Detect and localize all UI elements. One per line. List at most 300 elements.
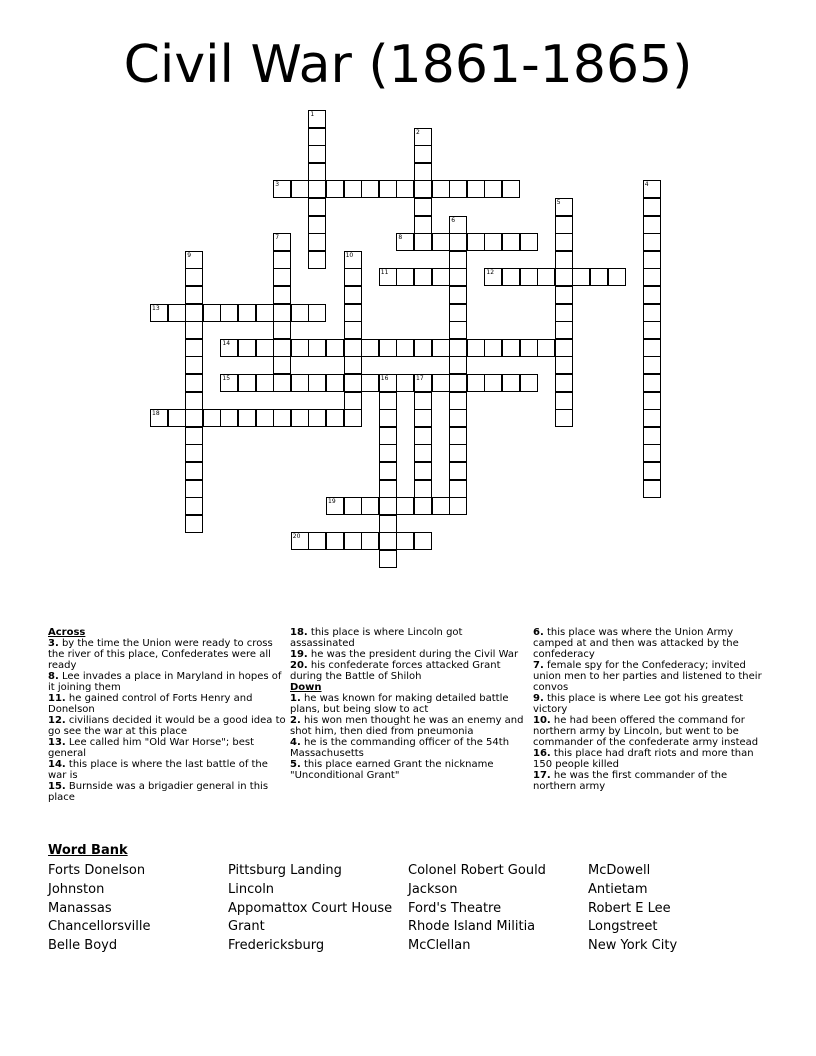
grid-cell[interactable] bbox=[414, 392, 432, 410]
grid-cell[interactable] bbox=[344, 409, 362, 427]
grid-cell[interactable] bbox=[308, 216, 326, 234]
word-bank-entry: Pittsburg Landing bbox=[228, 863, 342, 878]
grid-cell[interactable] bbox=[449, 497, 467, 515]
down-clue-1 bbox=[290, 693, 528, 715]
down-clue-17 bbox=[533, 770, 771, 792]
grid-cell[interactable] bbox=[449, 356, 467, 374]
grid-cell[interactable] bbox=[326, 409, 344, 427]
clue-text: this place was where the Union Army camped at and then was attacked by the confederacy bbox=[533, 627, 739, 660]
clue-number: 8. bbox=[48, 671, 59, 682]
grid-cell[interactable] bbox=[185, 444, 203, 462]
grid-cell[interactable] bbox=[185, 409, 203, 427]
grid-cell[interactable] bbox=[414, 480, 432, 498]
clue-text: this place earned Grant the nickname "Unconditional Grant" bbox=[290, 759, 494, 781]
grid-cell[interactable] bbox=[185, 321, 203, 339]
grid-cell[interactable] bbox=[449, 409, 467, 427]
grid-cell[interactable] bbox=[344, 392, 362, 410]
grid-cell[interactable] bbox=[449, 462, 467, 480]
grid-cell[interactable] bbox=[643, 198, 661, 216]
grid-cell[interactable] bbox=[432, 374, 450, 392]
grid-cell[interactable] bbox=[643, 286, 661, 304]
grid-cell[interactable] bbox=[414, 216, 432, 234]
grid-cell[interactable] bbox=[414, 233, 432, 251]
grid-cell[interactable] bbox=[643, 268, 661, 286]
grid-cell[interactable] bbox=[326, 532, 344, 550]
clue-number: 2. bbox=[290, 715, 301, 726]
grid-cell[interactable] bbox=[238, 409, 256, 427]
grid-cell[interactable] bbox=[414, 497, 432, 515]
grid-cell[interactable] bbox=[308, 180, 326, 198]
grid-cell[interactable] bbox=[273, 409, 291, 427]
grid-cell[interactable] bbox=[185, 515, 203, 533]
grid-cell[interactable] bbox=[291, 304, 309, 322]
clue-text: this place is where the last battle of the war is bbox=[48, 759, 268, 781]
clue-text: he is the commanding officer of the 54th Massachusetts bbox=[290, 737, 510, 759]
grid-cell[interactable] bbox=[185, 339, 203, 357]
down-clue-2 bbox=[290, 715, 528, 737]
clue-text: he was the president during the Civil War bbox=[307, 649, 519, 660]
word-bank-entry: Lincoln bbox=[228, 881, 275, 897]
word-bank-entry: McClellan bbox=[408, 938, 471, 954]
clue-text: he was the first commander of the northern army bbox=[533, 770, 728, 792]
grid-cell[interactable] bbox=[308, 163, 326, 181]
grid-cell[interactable] bbox=[414, 462, 432, 480]
grid-cell[interactable] bbox=[643, 444, 661, 462]
down-clue-7 bbox=[533, 660, 771, 693]
grid-cell[interactable] bbox=[344, 374, 362, 392]
word-bank-entry: Robert E Lee bbox=[588, 900, 671, 916]
across-clue-list-continued bbox=[290, 627, 528, 682]
clue-number: 9 bbox=[187, 251, 192, 259]
grid-cell[interactable] bbox=[361, 497, 379, 515]
grid-cell[interactable] bbox=[414, 427, 432, 445]
grid-cell[interactable] bbox=[555, 216, 573, 234]
grid-cell[interactable] bbox=[326, 339, 344, 357]
across-clue-20 bbox=[290, 660, 528, 682]
down-clue-6 bbox=[533, 627, 771, 660]
clue-text: he gained control of Forts Henry and Donelson bbox=[48, 693, 253, 715]
word-bank-column bbox=[588, 862, 677, 956]
grid-cell[interactable] bbox=[502, 374, 520, 392]
clue-number: 5 bbox=[556, 199, 561, 206]
clue-text: he had been offered the command for northern army by Lincoln, but went to be commander of the confederate army instead bbox=[533, 715, 759, 748]
grid-cell[interactable] bbox=[608, 268, 626, 286]
grid-cell[interactable] bbox=[361, 180, 379, 198]
word-bank-entry: Appomattox Court House bbox=[228, 900, 393, 916]
clue-number: 10 bbox=[345, 251, 354, 259]
clue-text: he was known for making detailed battle plans, but being slow to act bbox=[290, 693, 509, 715]
word-bank-entry: New York City bbox=[588, 938, 678, 954]
clue-number: 20 bbox=[292, 533, 301, 541]
grid-cell[interactable] bbox=[344, 497, 362, 515]
grid-cell[interactable] bbox=[643, 233, 661, 251]
grid-cell[interactable] bbox=[273, 356, 291, 374]
word-bank-entry: Grant bbox=[228, 919, 265, 935]
clue-number: 7. bbox=[533, 660, 544, 671]
grid-cell[interactable] bbox=[449, 321, 467, 339]
clue-number: 16. bbox=[533, 748, 551, 759]
grid-cell[interactable] bbox=[273, 286, 291, 304]
grid-cell[interactable] bbox=[308, 374, 326, 392]
grid-cell[interactable] bbox=[590, 268, 608, 286]
grid-cell[interactable] bbox=[361, 339, 379, 357]
grid-cell[interactable] bbox=[396, 339, 414, 357]
grid-cell[interactable] bbox=[185, 304, 203, 322]
grid-cell[interactable] bbox=[449, 480, 467, 498]
grid-cell[interactable] bbox=[467, 180, 485, 198]
clue-column-2 bbox=[290, 627, 528, 781]
grid-cell[interactable] bbox=[643, 427, 661, 445]
clue-number: 14 bbox=[222, 339, 231, 347]
clue-number: 2 bbox=[416, 128, 420, 136]
grid-cell[interactable] bbox=[361, 374, 379, 392]
grid-cell[interactable] bbox=[308, 409, 326, 427]
grid-cell[interactable] bbox=[643, 304, 661, 322]
clue-number: 15 bbox=[222, 375, 231, 382]
grid-cell[interactable] bbox=[502, 339, 520, 357]
grid-cell[interactable] bbox=[396, 532, 414, 550]
grid-cell[interactable] bbox=[414, 163, 432, 181]
grid-cell[interactable] bbox=[643, 462, 661, 480]
clue-number: 18 bbox=[152, 410, 160, 418]
grid-cell[interactable] bbox=[555, 409, 573, 427]
grid-cell[interactable] bbox=[449, 427, 467, 445]
grid-cell[interactable] bbox=[643, 374, 661, 392]
down-clue-9 bbox=[533, 693, 771, 715]
clue-number: 19 bbox=[328, 498, 336, 506]
clue-number: 13 bbox=[152, 304, 160, 312]
grid-cell[interactable] bbox=[555, 374, 573, 392]
grid-cell[interactable] bbox=[467, 374, 485, 392]
grid-cell[interactable] bbox=[379, 409, 397, 427]
grid-cell[interactable] bbox=[185, 427, 203, 445]
down-heading: Down bbox=[290, 682, 322, 693]
clue-number: 9. bbox=[533, 693, 544, 704]
clue-number: 1. bbox=[290, 693, 301, 704]
grid-cell[interactable] bbox=[273, 321, 291, 339]
clue-text: Lee invades a place in Maryland in hopes of it joining them bbox=[48, 671, 282, 693]
down-clue-list bbox=[290, 693, 528, 781]
grid-cell[interactable] bbox=[396, 268, 414, 286]
clue-number: 7 bbox=[275, 234, 280, 242]
grid-cell[interactable] bbox=[467, 339, 485, 357]
grid-cell[interactable] bbox=[414, 268, 432, 286]
grid-cell[interactable] bbox=[308, 532, 326, 550]
grid-cell[interactable] bbox=[643, 339, 661, 357]
clue-number: 12. bbox=[48, 715, 66, 726]
word-bank-column bbox=[228, 862, 392, 956]
grid-cell[interactable] bbox=[555, 356, 573, 374]
clue-text: civilians decided it would be a good idea to go see the war at this place bbox=[48, 715, 286, 737]
grid-cell[interactable] bbox=[467, 233, 485, 251]
grid-cell[interactable] bbox=[414, 409, 432, 427]
grid-cell[interactable] bbox=[414, 180, 432, 198]
clue-text: this place is where Lincoln got assassinated bbox=[290, 627, 463, 649]
clue-number: 4 bbox=[644, 181, 649, 189]
grid-cell[interactable] bbox=[344, 356, 362, 374]
grid-cell[interactable] bbox=[484, 339, 502, 357]
clue-number: 3. bbox=[48, 638, 59, 649]
word-bank-entry: McDowell bbox=[588, 863, 651, 878]
clue-text: this place had draft riots and more than 150 people killed bbox=[533, 748, 754, 770]
grid-cell[interactable] bbox=[326, 180, 344, 198]
grid-cell[interactable] bbox=[502, 180, 520, 198]
grid-cell[interactable] bbox=[484, 374, 502, 392]
grid-cell[interactable] bbox=[449, 392, 467, 410]
grid-cell[interactable] bbox=[344, 286, 362, 304]
down-clue-10 bbox=[533, 715, 771, 748]
grid-cell[interactable] bbox=[361, 532, 379, 550]
grid-cell[interactable] bbox=[379, 444, 397, 462]
grid-cell[interactable] bbox=[185, 392, 203, 410]
grid-cell[interactable] bbox=[432, 268, 450, 286]
grid-cell[interactable] bbox=[449, 233, 467, 251]
grid-cell[interactable] bbox=[238, 304, 256, 322]
grid-cell[interactable] bbox=[291, 374, 309, 392]
grid-cell[interactable] bbox=[555, 233, 573, 251]
grid-cell[interactable] bbox=[273, 304, 291, 322]
grid-cell[interactable] bbox=[185, 286, 203, 304]
grid-cell[interactable] bbox=[379, 392, 397, 410]
clue-text: Lee called him "Old War Horse"; best general bbox=[48, 737, 255, 759]
down-clue-16 bbox=[533, 748, 771, 770]
grid-cell[interactable] bbox=[449, 268, 467, 286]
grid-cell[interactable] bbox=[572, 268, 590, 286]
grid-cell[interactable] bbox=[308, 233, 326, 251]
grid-cell[interactable] bbox=[273, 374, 291, 392]
grid-cell[interactable] bbox=[308, 128, 326, 146]
grid-cell[interactable] bbox=[185, 374, 203, 392]
grid-cell[interactable] bbox=[555, 286, 573, 304]
clue-number: 14. bbox=[48, 759, 66, 770]
grid-cell[interactable] bbox=[344, 304, 362, 322]
clue-text: his won men thought he was an enemy and shot him, then died from pneumonia bbox=[290, 715, 524, 737]
grid-cell[interactable] bbox=[185, 356, 203, 374]
grid-cell[interactable] bbox=[291, 180, 309, 198]
grid-cell[interactable] bbox=[256, 409, 274, 427]
grid-cell[interactable] bbox=[414, 339, 432, 357]
page-title: Civil War (1861-1865) bbox=[123, 35, 693, 95]
grid-cell[interactable] bbox=[308, 198, 326, 216]
clue-column-1 bbox=[48, 627, 286, 803]
grid-cell[interactable] bbox=[449, 180, 467, 198]
grid-cell[interactable] bbox=[185, 497, 203, 515]
clue-number: 19. bbox=[290, 649, 308, 660]
grid-cell[interactable] bbox=[379, 480, 397, 498]
grid-cell[interactable] bbox=[379, 532, 397, 550]
grid-cell[interactable] bbox=[238, 339, 256, 357]
across-clue-8 bbox=[48, 671, 286, 693]
grid-cell[interactable] bbox=[555, 321, 573, 339]
down-clue-4 bbox=[290, 737, 528, 759]
across-clue-15 bbox=[48, 781, 286, 803]
grid-cell[interactable] bbox=[220, 304, 238, 322]
grid-cell[interactable] bbox=[168, 409, 186, 427]
across-clue-14 bbox=[48, 759, 286, 781]
grid-cell[interactable] bbox=[449, 444, 467, 462]
grid-cell[interactable] bbox=[449, 251, 467, 269]
across-clue-11 bbox=[48, 693, 286, 715]
clue-number: 4. bbox=[290, 737, 301, 748]
clue-number: 17 bbox=[416, 375, 424, 382]
grid-cell[interactable] bbox=[643, 409, 661, 427]
grid-cell[interactable] bbox=[185, 268, 203, 286]
grid-cell[interactable] bbox=[379, 339, 397, 357]
clue-number: 5. bbox=[290, 759, 301, 770]
grid-cell[interactable] bbox=[308, 339, 326, 357]
grid-cell[interactable] bbox=[379, 515, 397, 533]
down-clue-list-continued bbox=[533, 627, 771, 792]
grid-cell[interactable] bbox=[291, 339, 309, 357]
grid-cell[interactable] bbox=[643, 480, 661, 498]
word-bank-column bbox=[48, 862, 151, 956]
word-bank-entry: Antietam bbox=[588, 881, 648, 897]
grid-cell[interactable] bbox=[432, 233, 450, 251]
grid-cell[interactable] bbox=[220, 409, 238, 427]
clue-number: 3 bbox=[275, 181, 280, 189]
grid-cell[interactable] bbox=[520, 339, 538, 357]
grid-cell[interactable] bbox=[379, 550, 397, 568]
grid-cell[interactable] bbox=[185, 480, 203, 498]
word-bank-entry: Rhode Island Militia bbox=[408, 919, 536, 935]
across-clue-19 bbox=[290, 649, 528, 660]
word-bank-entry: Jackson bbox=[408, 881, 458, 897]
clue-number: 11. bbox=[48, 693, 66, 704]
across-clue-13 bbox=[48, 737, 286, 759]
grid-cell[interactable] bbox=[273, 251, 291, 269]
clue-number: 15. bbox=[48, 781, 66, 792]
clue-number: 10. bbox=[533, 715, 551, 726]
word-bank-entry: Fredericksburg bbox=[228, 938, 325, 954]
grid-cell[interactable] bbox=[291, 409, 309, 427]
grid-cell[interactable] bbox=[344, 339, 362, 357]
clue-number: 11 bbox=[380, 269, 389, 277]
word-bank-entry: Manassas bbox=[48, 900, 112, 916]
grid-cell[interactable] bbox=[484, 233, 502, 251]
across-heading: Across bbox=[48, 627, 86, 638]
clue-text: Burnside was a brigadier general in this place bbox=[48, 781, 269, 803]
clue-number: 6 bbox=[451, 216, 456, 224]
grid-cell[interactable] bbox=[449, 339, 467, 357]
clue-number: 1 bbox=[310, 111, 315, 118]
grid-cell[interactable] bbox=[379, 462, 397, 480]
grid-cell[interactable] bbox=[414, 198, 432, 216]
grid-cell[interactable] bbox=[555, 304, 573, 322]
grid-cell[interactable] bbox=[379, 427, 397, 445]
clue-text: his confederate forces attacked Grant during the Battle of Shiloh bbox=[290, 660, 501, 682]
grid-cell[interactable] bbox=[344, 180, 362, 198]
clue-number: 8 bbox=[398, 234, 403, 242]
word-bank-entry: Chancellorsville bbox=[48, 919, 151, 935]
grid-cell[interactable] bbox=[414, 145, 432, 163]
grid-cell[interactable] bbox=[502, 268, 520, 286]
grid-cell[interactable] bbox=[520, 268, 538, 286]
grid-cell[interactable] bbox=[432, 180, 450, 198]
grid-cell[interactable] bbox=[256, 339, 274, 357]
grid-cell[interactable] bbox=[449, 374, 467, 392]
grid-cell[interactable] bbox=[643, 321, 661, 339]
clue-number: 17. bbox=[533, 770, 551, 781]
clue-column-3 bbox=[533, 627, 771, 792]
grid-cell[interactable] bbox=[308, 304, 326, 322]
grid-cell[interactable] bbox=[203, 409, 221, 427]
grid-cell[interactable] bbox=[432, 339, 450, 357]
grid-cell[interactable] bbox=[308, 251, 326, 269]
grid-cell[interactable] bbox=[168, 304, 186, 322]
grid-cell[interactable] bbox=[643, 356, 661, 374]
grid-cell[interactable] bbox=[256, 304, 274, 322]
grid-cell[interactable] bbox=[396, 497, 414, 515]
grid-cell[interactable] bbox=[449, 304, 467, 322]
grid-cell[interactable] bbox=[344, 532, 362, 550]
grid-cell[interactable] bbox=[203, 304, 221, 322]
grid-cell[interactable] bbox=[396, 180, 414, 198]
across-clue-3 bbox=[48, 638, 286, 671]
grid-cell[interactable] bbox=[555, 339, 573, 357]
grid-cell[interactable] bbox=[537, 339, 555, 357]
clue-text: by the time the Union were ready to cross the river of this place, Confederates were all ready bbox=[48, 638, 273, 671]
word-bank-entry: Longstreet bbox=[588, 919, 658, 935]
grid-cell[interactable] bbox=[643, 216, 661, 234]
grid-cell[interactable] bbox=[414, 444, 432, 462]
across-clue-18 bbox=[290, 627, 528, 649]
across-clue-12 bbox=[48, 715, 286, 737]
clue-number: 6. bbox=[533, 627, 544, 638]
grid-cell[interactable] bbox=[273, 339, 291, 357]
grid-cell[interactable] bbox=[555, 392, 573, 410]
grid-cell[interactable] bbox=[555, 251, 573, 269]
grid-cell[interactable] bbox=[449, 286, 467, 304]
grid-cell[interactable] bbox=[308, 145, 326, 163]
grid-cell[interactable] bbox=[256, 374, 274, 392]
grid-cell[interactable] bbox=[414, 532, 432, 550]
word-bank-entry: Johnston bbox=[48, 881, 105, 897]
grid-cell[interactable] bbox=[238, 374, 256, 392]
grid-cell[interactable] bbox=[520, 374, 538, 392]
grid-cell[interactable] bbox=[484, 180, 502, 198]
grid-cell[interactable] bbox=[432, 497, 450, 515]
word-bank-column bbox=[408, 862, 546, 956]
clue-text: female spy for the Confederacy; invited union men to her parties and listened to their convos bbox=[533, 660, 762, 693]
word-bank-title: Word Bank bbox=[48, 843, 128, 858]
word-bank-entry: Belle Boyd bbox=[48, 938, 118, 954]
grid-cell[interactable] bbox=[643, 392, 661, 410]
grid-cell[interactable] bbox=[379, 180, 397, 198]
word-bank-entry: Colonel Robert Gould bbox=[408, 863, 546, 878]
clue-number: 12 bbox=[486, 269, 495, 277]
word-bank-entry: Forts Donelson bbox=[48, 863, 146, 878]
grid-cell[interactable] bbox=[643, 251, 661, 269]
clue-number: 16 bbox=[380, 375, 389, 382]
grid-cell[interactable] bbox=[396, 374, 414, 392]
grid-cell[interactable] bbox=[520, 233, 538, 251]
grid-cell[interactable] bbox=[537, 268, 555, 286]
grid-cell[interactable] bbox=[555, 268, 573, 286]
clue-number: 13. bbox=[48, 737, 66, 748]
across-clue-list bbox=[48, 638, 286, 803]
grid-cell[interactable] bbox=[185, 462, 203, 480]
grid-cell[interactable] bbox=[344, 321, 362, 339]
down-clue-5 bbox=[290, 759, 528, 781]
grid-cell[interactable] bbox=[326, 374, 344, 392]
grid-cell[interactable] bbox=[502, 233, 520, 251]
word-bank-entry: Ford's Theatre bbox=[408, 900, 502, 916]
clue-number: 20. bbox=[290, 660, 308, 671]
grid-cell[interactable] bbox=[273, 268, 291, 286]
clue-number: 18. bbox=[290, 627, 308, 638]
grid-cell[interactable] bbox=[344, 268, 362, 286]
grid-cell[interactable] bbox=[379, 497, 397, 515]
